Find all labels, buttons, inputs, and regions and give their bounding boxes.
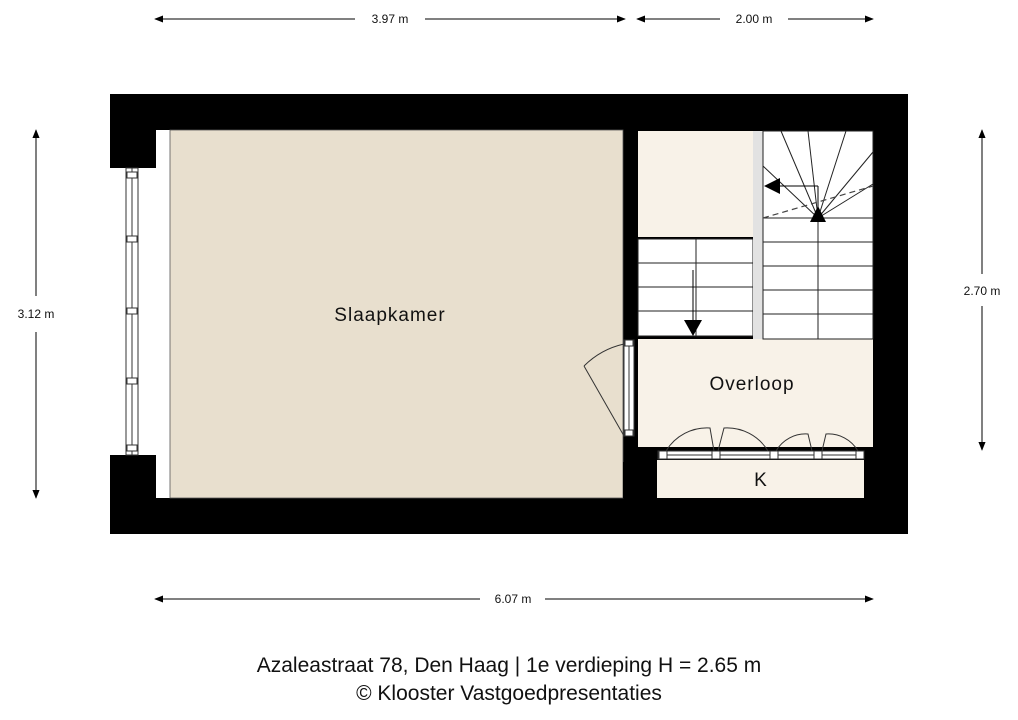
dimension-label-left: 3.12 m xyxy=(17,307,55,321)
caption-copyright: © Klooster Vastgoedpresentaties xyxy=(356,682,662,705)
dimension-bottom xyxy=(155,592,873,606)
dimension-label-top-right: 2.00 m xyxy=(735,12,773,26)
dimension-label-bottom: 6.07 m xyxy=(494,592,532,606)
dimension-top-right xyxy=(637,12,873,26)
room-label-slaapkamer: Slaapkamer xyxy=(334,305,446,326)
stair-rail xyxy=(753,131,763,339)
stairs-up xyxy=(763,131,873,339)
room-label-overloop: Overloop xyxy=(709,374,795,395)
dimension-top-left xyxy=(155,12,625,26)
wall-stub xyxy=(623,462,633,498)
dimension-left xyxy=(18,130,55,498)
caption-address: Azaleastraat 78, Den Haag | 1e verdieping H = 2.65 m xyxy=(256,654,762,677)
room-label-kast: K xyxy=(754,470,768,491)
window-left xyxy=(126,168,138,455)
storage-room-floor xyxy=(638,131,762,237)
dimension-label-top-left: 3.97 m xyxy=(371,12,409,26)
dimension-label-right: 2.70 m xyxy=(963,284,1001,298)
dimension-right xyxy=(964,130,1001,450)
stairs-down xyxy=(638,239,753,336)
